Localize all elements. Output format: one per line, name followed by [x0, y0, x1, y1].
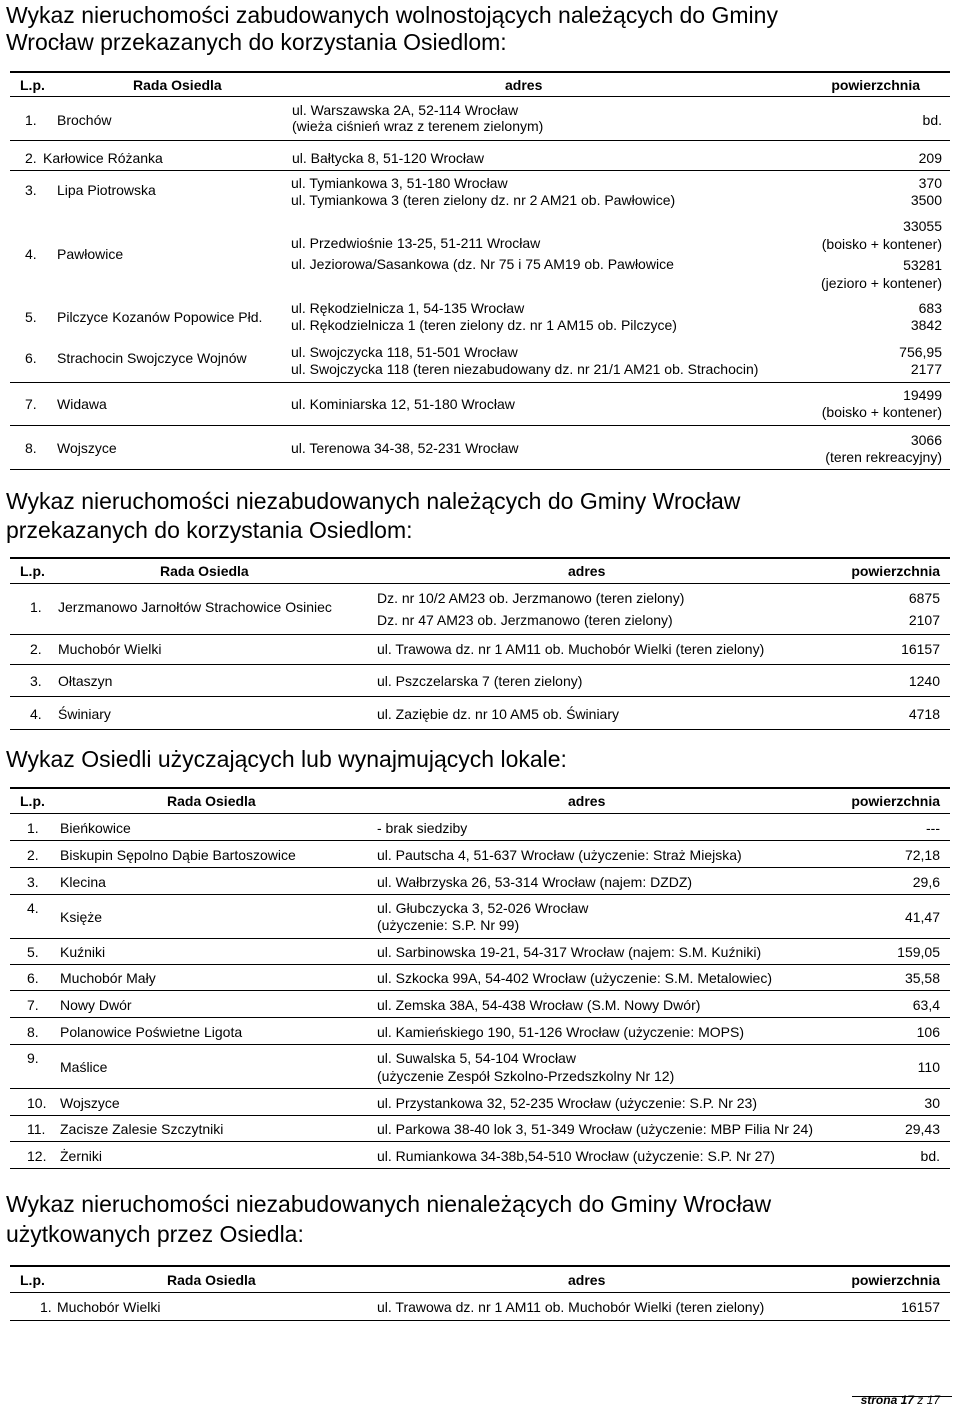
table-rule	[10, 1044, 950, 1045]
row-pow: (boisko + kontener)	[821, 404, 942, 420]
row-adres: ul. Jeziorowa/Sasankowa (dz. Nr 75 i 75 AM19 ob. Pawłowice	[291, 256, 674, 272]
row-lp: 3.	[25, 182, 37, 198]
header-rada: Rada Osiedla	[133, 77, 222, 93]
row-lp: 2.	[27, 847, 39, 863]
row-adres: (wieża ciśnień wraz z terenem zielonym)	[292, 118, 544, 134]
table-rule	[10, 990, 950, 991]
row-rada: Żerniki	[60, 1148, 103, 1164]
row-lp: 7.	[27, 997, 39, 1013]
row-lp: 1.	[27, 820, 39, 836]
header-lp: L.p.	[20, 77, 45, 93]
row-adres: Dz. nr 10/2 AM23 ob. Jerzmanowo (teren zielony)	[377, 590, 685, 606]
table-rule	[10, 938, 950, 939]
page-sep: z	[917, 1393, 924, 1407]
row-lp: 5.	[25, 309, 37, 325]
header-pow: powierzchnia	[851, 563, 940, 579]
table-rule	[10, 1168, 950, 1169]
table-rule	[10, 867, 950, 868]
row-adres: ul. Swojczycka 118, 51-501 Wrocław	[291, 344, 518, 360]
row-lp: 1.	[40, 1299, 52, 1315]
row-adres: ul. Trawowa dz. nr 1 AM11 ob. Muchobór Wielki (teren zielony)	[377, 641, 765, 657]
row-pow: 72,18	[904, 847, 940, 863]
row-pow: 63,4	[912, 997, 940, 1013]
row-adres: (użyczenie: S.P. Nr 99)	[377, 917, 520, 933]
table-rule	[10, 1141, 950, 1142]
row-rada: Biskupin Sępolno Dąbie Bartoszowice	[60, 847, 296, 863]
row-pow: bd.	[922, 112, 942, 128]
row-lp: 2.	[25, 150, 37, 166]
row-pow: 29,6	[912, 874, 940, 890]
row-adres: ul. Pautscha 4, 51-637 Wrocław (użyczenie: Straż Miejska)	[377, 847, 742, 863]
row-lp: 3.	[30, 673, 42, 689]
row-lp: 9.	[27, 1050, 39, 1066]
row-lp: 8.	[25, 440, 37, 456]
table-rule	[10, 557, 950, 559]
row-rada: Zacisze Zalesie Szczytniki	[60, 1121, 224, 1137]
row-adres: ul. Pszczelarska 7 (teren zielony)	[377, 673, 583, 689]
row-pow: (teren rekreacyjny)	[825, 449, 942, 465]
header-adres: adres	[568, 563, 606, 579]
row-rada: Brochów	[57, 112, 112, 128]
row-pow: 159,05	[897, 944, 940, 960]
page-number	[861, 1393, 940, 1407]
section1-title-line2: Wrocław przekazanych do korzystania Osiedlom:	[6, 29, 507, 55]
row-pow: 2107	[908, 612, 940, 628]
row-lp: 6.	[27, 970, 39, 986]
row-rada: Kuźniki	[60, 944, 106, 960]
page-word: strona	[860, 1393, 898, 1407]
table-rule	[10, 813, 950, 814]
table-rule	[10, 71, 950, 73]
row-adres: ul. Tymiankowa 3, 51-180 Wrocław	[291, 175, 508, 191]
row-lp: 7.	[25, 396, 37, 412]
row-adres: - brak siedziby	[377, 820, 468, 836]
row-pow: 16157	[901, 1299, 940, 1315]
row-rada: Świniary	[58, 706, 111, 722]
row-lp: 11.	[27, 1121, 46, 1137]
table-rule	[10, 664, 950, 665]
row-lp: 4.	[30, 706, 42, 722]
header-adres: adres	[505, 77, 543, 93]
row-rada: Muchobór Wielki	[58, 641, 162, 657]
row-lp: 1.	[25, 112, 37, 128]
table-rule	[10, 140, 950, 141]
header-rada: Rada Osiedla	[160, 563, 249, 579]
row-adres: (użyczenie Zespół Szkolno-Przedszkolny Nr 12)	[377, 1068, 675, 1084]
row-pow: 35,58	[904, 970, 940, 986]
row-adres: ul. Trawowa dz. nr 1 AM11 ob. Muchobór Wielki (teren zielony)	[377, 1299, 765, 1315]
row-lp: 2.	[30, 641, 42, 657]
row-lp: 4.	[27, 900, 39, 916]
table-rule	[10, 96, 950, 97]
section1-title-line1: Wykaz nieruchomości zabudowanych wolnostojących należących do Gminy	[6, 2, 778, 28]
row-rada: Muchobór Mały	[60, 970, 156, 986]
row-adres: ul. Głubczycka 3, 52-026 Wrocław	[377, 900, 589, 916]
row-rada: Pawłowice	[57, 246, 124, 262]
row-adres: ul. Parkowa 38-40 lok 3, 51-349 Wrocław (użyczenie: MBP Filia Nr 24)	[377, 1121, 813, 1137]
table-rule	[10, 1265, 950, 1267]
row-adres: ul. Zemska 38A, 54-438 Wrocław (S.M. Nowy Dwór)	[377, 997, 701, 1013]
row-rada: Polanowice Poświetne Ligota	[60, 1024, 243, 1040]
row-pow: 6875	[908, 590, 940, 606]
row-pow: ---	[926, 820, 940, 836]
row-adres: ul. Sarbinowska 19-21, 54-317 Wrocław (najem: S.M. Kuźniki)	[377, 944, 762, 960]
row-adres: ul. Wałbrzyska 26, 53-314 Wrocław (najem: DZDZ)	[377, 874, 693, 890]
row-lp: 4.	[25, 246, 37, 262]
table-rule	[10, 964, 950, 965]
page-total: 17	[926, 1393, 940, 1407]
page-current: 17	[900, 1393, 914, 1407]
row-pow: 3066	[910, 432, 942, 448]
row-lp: 3.	[27, 874, 39, 890]
row-pow: 4718	[908, 706, 940, 722]
row-lp: 8.	[27, 1024, 39, 1040]
row-lp: 6.	[25, 350, 37, 366]
table-rule	[10, 1115, 950, 1116]
row-rada: Maślice	[60, 1059, 108, 1075]
row-pow: (boisko + kontener)	[821, 236, 942, 252]
row-adres: ul. Suwalska 5, 54-104 Wrocław	[377, 1050, 576, 1066]
row-adres: ul. Rękodzielnicza 1 (teren zielony dz. nr 1 AM15 ob. Pilczyce)	[291, 317, 677, 333]
row-pow: 756,95	[899, 344, 942, 360]
row-adres: ul. Bałtycka 8, 51-120 Wrocław	[292, 150, 484, 166]
row-adres: ul. Tymiankowa 3 (teren zielony dz. nr 2 AM21 ob. Pawłowice)	[291, 192, 676, 208]
table-rule	[10, 170, 950, 171]
row-lp: 1.	[30, 599, 42, 615]
row-adres: ul. Przedwiośnie 13-25, 51-211 Wrocław	[291, 235, 541, 251]
section4-title-line1: Wykaz nieruchomości niezabudowanych nienależących do Gminy Wrocław	[6, 1191, 772, 1217]
row-lp: 5.	[27, 944, 39, 960]
header-pow: powierzchnia	[851, 793, 940, 809]
row-pow: 106	[916, 1024, 940, 1040]
row-adres: ul. Terenowa 34-38, 52-231 Wrocław	[291, 440, 519, 456]
row-adres: ul. Swojczycka 118 (teren niezabudowany dz. nr 21/1 AM21 ob. Strachocin)	[291, 361, 759, 377]
header-pow: powierzchnia	[851, 1272, 940, 1288]
table-rule	[10, 382, 950, 383]
row-pow: 53281	[903, 257, 942, 273]
header-rada: Rada Osiedla	[167, 1272, 256, 1288]
row-rada: Muchobór Wielki	[57, 1299, 161, 1315]
row-adres: ul. Zaziębie dz. nr 10 AM5 ob. Świniary	[377, 706, 620, 722]
row-adres: ul. Kominiarska 12, 51-180 Wrocław	[291, 396, 515, 412]
row-pow: (jezioro + kontener)	[820, 275, 942, 291]
row-lp: 12.	[27, 1148, 47, 1164]
row-rada: Nowy Dwór	[60, 997, 132, 1013]
header-adres: adres	[568, 793, 606, 809]
header-lp: L.p.	[20, 1272, 45, 1288]
table-rule	[10, 894, 950, 895]
table-rule	[10, 1320, 950, 1321]
row-rada: Wojszyce	[60, 1095, 120, 1111]
row-pow: 3500	[910, 192, 942, 208]
row-pow: 110	[917, 1059, 940, 1075]
row-rada: Lipa Piotrowska	[57, 182, 156, 198]
section3-title: Wykaz Osiedli użyczających lub wynajmujących lokale:	[6, 746, 567, 772]
section2-title-line2: przekazanych do korzystania Osiedlom:	[6, 517, 413, 543]
row-rada: Strachocin Swojczyce Wojnów	[57, 350, 247, 366]
row-pow: 33055	[903, 218, 942, 234]
row-pow: 19499	[903, 387, 942, 403]
header-lp: L.p.	[20, 793, 45, 809]
table-rule	[10, 1088, 950, 1089]
row-pow: 29,43	[904, 1121, 940, 1137]
section2-title-line1: Wykaz nieruchomości niezabudowanych należących do Gminy Wrocław	[6, 488, 741, 514]
row-rada: Wojszyce	[57, 440, 117, 456]
row-adres: ul. Przystankowa 32, 52-235 Wrocław (użyczenie: S.P. Nr 23)	[377, 1095, 757, 1111]
table-rule	[10, 787, 950, 789]
row-rada: Ołtaszyn	[58, 673, 113, 689]
row-rada: Jerzmanowo Jarnołtów Strachowice Osiniec	[58, 599, 332, 615]
row-pow: 41,47	[904, 909, 940, 925]
row-rada: Księże	[60, 909, 103, 925]
row-pow: 30	[924, 1095, 940, 1111]
row-adres: ul. Rękodzielnicza 1, 54-135 Wrocław	[291, 300, 525, 316]
row-pow: 3842	[910, 317, 942, 333]
table-rule	[10, 1292, 950, 1293]
row-adres: ul. Rumiankowa 34-38b,54-510 Wrocław (użyczenie: S.P. Nr 27)	[377, 1148, 775, 1164]
table-rule	[10, 840, 950, 841]
section4-title-line2: użytkowanych przez Osiedla:	[6, 1221, 304, 1247]
row-pow: 370	[918, 175, 942, 191]
header-pow: powierzchnia	[831, 77, 920, 93]
table-rule	[10, 1017, 950, 1018]
table-rule	[10, 729, 950, 730]
row-rada: Bieńkowice	[60, 820, 131, 836]
table-rule	[10, 425, 950, 426]
row-pow: 209	[918, 150, 942, 166]
row-pow: 1240	[908, 673, 940, 689]
row-adres: ul. Szkocka 99A, 54-402 Wrocław (użyczenie: S.M. Metalowiec)	[377, 970, 773, 986]
table-rule	[10, 634, 950, 635]
row-pow: 2177	[910, 361, 942, 377]
row-adres: ul. Warszawska 2A, 52-114 Wrocław	[292, 102, 519, 118]
row-adres: ul. Kamieńskiego 190, 51-126 Wrocław (użyczenie: MOPS)	[377, 1024, 745, 1040]
row-rada: Klecina	[60, 874, 106, 890]
row-pow: 16157	[901, 641, 940, 657]
row-pow: 683	[918, 300, 942, 316]
row-rada: Karłowice Różanka	[43, 150, 163, 166]
row-lp: 10.	[27, 1095, 47, 1111]
row-pow: bd.	[920, 1148, 940, 1164]
header-lp: L.p.	[20, 563, 45, 579]
row-adres: Dz. nr 47 AM23 ob. Jerzmanowo (teren zielony)	[377, 612, 673, 628]
table-rule	[10, 696, 950, 697]
header-adres: adres	[568, 1272, 606, 1288]
row-rada: Widawa	[57, 396, 107, 412]
row-rada: Pilczyce Kozanów Popowice Płd.	[57, 309, 263, 325]
header-rada: Rada Osiedla	[167, 793, 256, 809]
table-rule	[10, 469, 950, 470]
table-rule	[10, 583, 950, 584]
